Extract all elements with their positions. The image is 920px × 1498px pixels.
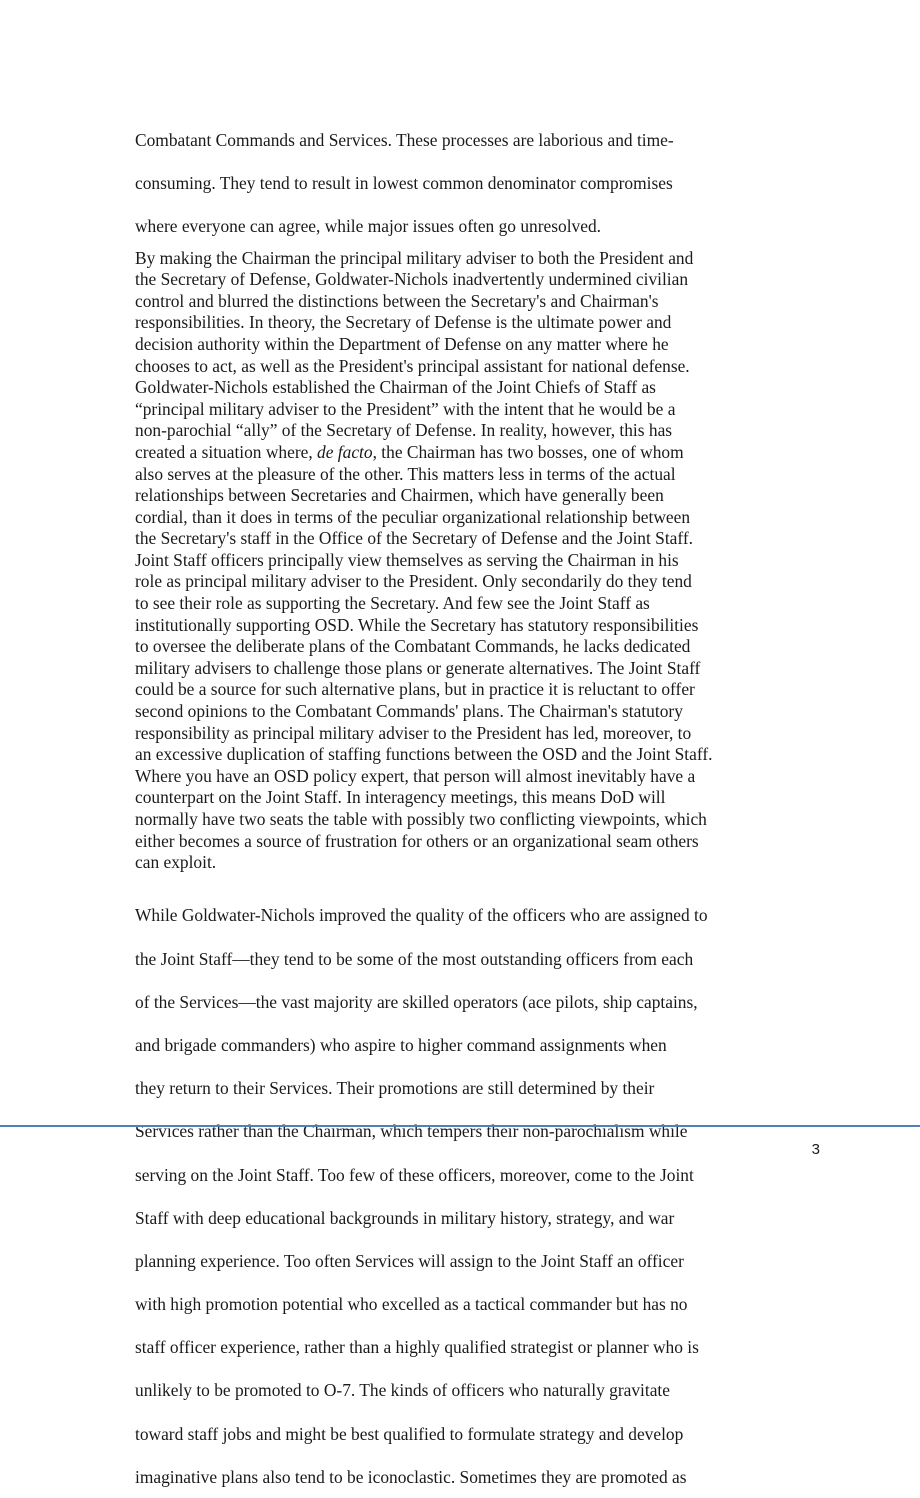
- line: unlikely to be promoted to O-7. The kinds of officers who naturally gravitate: [135, 1380, 670, 1401]
- line: Services rather than the Chairman, which tempers their non-parochialism while: [135, 1121, 688, 1142]
- paragraph-2-text-after: , the Chairman has two bosses, one of whom also serves at the pleasure of the other. This matters less in terms of the actual relationships between Secretaries and Chairmen, which have generally been cordial, than it does in terms of the peculiar organizational relationship between the Secretary's staff in the Office of the Secretary of Defense and the Joint Staff. Joint Staff officers principally view themselves as serving the Chairman in his role as principal military adviser to the President. Only secondarily do they tend to see their role as supporting the Secretary. And few see the Joint Staff as institutionally supporting OSD. While the Secretary has statutory responsibilities to oversee the deliberate plans of the Combatant Commands, he lacks dedicated military advisers to challenge those plans or generate alternatives. The Joint Staff could be a source for such alternative plans, but in practice it is reluctant to offer second opinions to the Combatant Commands' plans. The Chairman's statutory responsibility as principal military adviser to the President has led, moreover, to an excessive duplication of staffing functions between the OSD and the Joint Staff. Where you have an OSD policy expert, that person will almost inevitably have a counterpart on the Joint Staff. In interagency meetings, this means DoD will normally have two seats the table with possibly two conflicting viewpoints, which either becomes a source of frustration for others or an organizational seam others can exploit.: [135, 441, 713, 873]
- paragraph-1: [135, 108, 795, 238]
- line: consuming. They tend to result in lowest common denominator compromises: [135, 172, 673, 193]
- line: the Joint Staff—they tend to be some of the most outstanding officers from each: [135, 948, 694, 969]
- line: imaginative plans also tend to be iconoclastic. Sometimes they are promoted as: [135, 1466, 687, 1487]
- line: where everyone can agree, while major issues often go unresolved.: [135, 215, 601, 236]
- line: Staff with deep educational backgrounds in military history, strategy, and war: [135, 1207, 675, 1228]
- line: Combatant Commands and Services. These processes are laborious and time-: [135, 129, 674, 150]
- paragraph-2-italic-term: de facto: [317, 441, 373, 462]
- line: they return to their Services. Their promotions are still determined by their: [135, 1078, 655, 1099]
- paragraph-3: [135, 884, 795, 1489]
- page-number: 3: [811, 1141, 820, 1158]
- paragraph-2-text-before: By making the Chairman the principal military adviser to both the President and the Secretary of Defense, Goldwater-Nichols inadvertently undermined civilian control and blurred the distinctions between the Secretary's and Chairman's responsibilities. In theory, the Secretary of Defense is the ultimate power and decision authority within the Department of Defense on any matter where he chooses to act, as well as the President's principal assistant for national defense. Goldwater-Nichols established the Chairman of the Joint Chiefs of Staff as “principal military adviser to the President” with the intent that he would be a non-parochial “ally” of the Secretary of Defense. In reality, however, this has created a situation where,: [135, 247, 694, 462]
- line: While Goldwater-Nichols improved the quality of the officers who are assigned to: [135, 905, 708, 926]
- line: with high promotion potential who excelled as a tactical commander but has no: [135, 1294, 688, 1315]
- body-text: [135, 108, 795, 1498]
- paragraph-2: [135, 248, 795, 874]
- line: toward staff jobs and might be best qualified to formulate strategy and develop: [135, 1423, 684, 1444]
- line: serving on the Joint Staff. Too few of these officers, moreover, come to the Joint: [135, 1164, 694, 1185]
- line: staff officer experience, rather than a highly qualified strategist or planner who is: [135, 1337, 699, 1358]
- footer-divider: [0, 1125, 920, 1127]
- line: planning experience. Too often Services will assign to the Joint Staff an officer: [135, 1250, 684, 1271]
- line: of the Services—the vast majority are skilled operators (ace pilots, ship captains,: [135, 991, 698, 1012]
- line: and brigade commanders) who aspire to higher command assignments when: [135, 1034, 667, 1055]
